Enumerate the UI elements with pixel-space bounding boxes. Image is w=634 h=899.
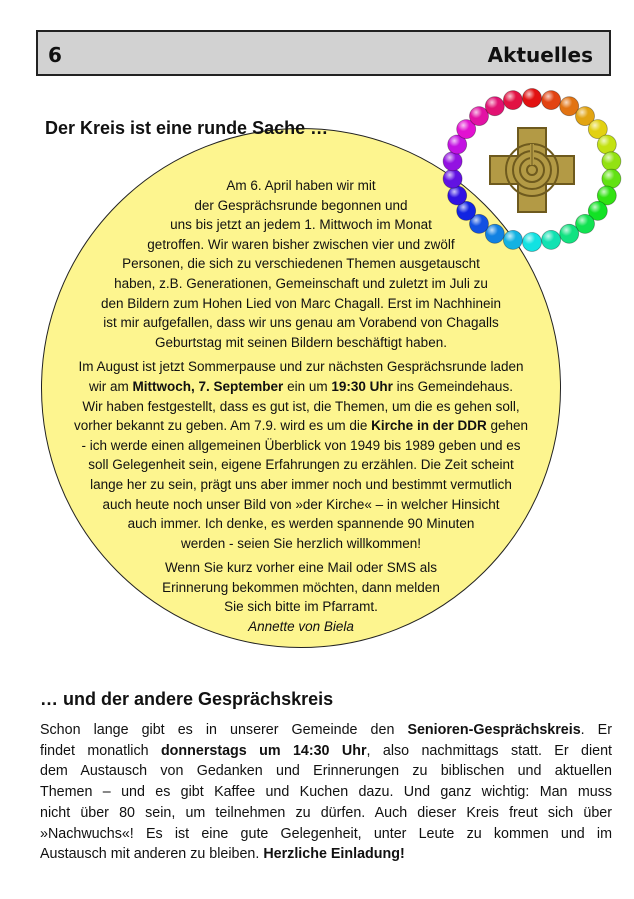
bead-shine <box>485 97 504 116</box>
time-highlight: 19:30 Uhr <box>331 378 393 394</box>
bead-shine <box>560 224 579 243</box>
article-circle-text <box>41 176 561 642</box>
paragraph-reminder: Wenn Sie kurz vorher eine Mail oder SMS als Erinnerung bekommen möchten, dann melden Sie sich bitte im Pfarramt. Annette von Biela <box>41 558 561 636</box>
section-title: Aktuelles <box>487 43 593 67</box>
bead-shine <box>597 135 616 154</box>
bead-shine <box>503 91 522 110</box>
bead-shine <box>523 89 542 108</box>
topic-highlight: Kirche in der DDR <box>371 418 487 434</box>
bead-shine <box>602 152 621 171</box>
header-bar <box>36 30 611 76</box>
schedule-highlight: donnerstags um 14:30 Uhr <box>160 742 367 759</box>
bead-shine <box>542 91 561 110</box>
article-heading-gespraechskreis: … und der andere Gesprächskreis <box>40 689 334 709</box>
article-body-senioren: Schon lange gibt es in unserer Gemeinde den Senioren-Gesprächskreis. Er findet monatlich donnerstags um 14:30 Uhr, also nachmittags statt. Er dient dem Austausch von Gedanken und Erinnerungen zu biblischen und aktuellen Themen – und es gibt Kaffee und Kuchen dazu. Und ganz wichtig: Man muss nicht über 80 sein, um teilnehmen zu dürfen. Auch dieser Kreis freut sich über »Nachwuchs«! Es ist eine gute Gelegenheit, unter Leute zu kommen und im Austausch mit anderen zu bleiben. Herzliche Einladung! <box>40 722 612 863</box>
bead-shine <box>602 169 621 188</box>
paragraph-august: Im August ist jetzt Sommerpause und zur nächsten Gesprächsrunde laden wir am Mittwoch, 7. September ein um 19:30 Uhr ins Gemeindehaus. Wir haben festgestellt, dass es gut ist, die Themen, um die es gehen soll, vorher bekannt zu geben. Am 7.9. wird es um die Kirche in der DDR gehen - ich werde einen allgemeinen Überblick von 1949 bis 1989 geben und es soll Gelegenheit sein, eigene Erfahrungen zu erzählen. Die Zeit scheint lange her zu sein, prägt uns aber immer noch und bestimmt vermutlich auch heute noch unser Bild von »der Kirche« – in welcher Hinsicht auch immer. Ich denke, es werden spannende 90 Minuten werden - seien Sie herzlich willkommen! <box>74 359 528 551</box>
paragraph-intro: Am 6. April haben wir mit der Gesprächsrunde begonnen und uns bis jetzt an jedem 1. Mittwoch im Monat getroffen. Wir waren bisher zwischen vier und zwölf Personen, die sich zu verschiedenen Themen ausgetauscht haben, z.B. Generationen, Gemeinschaft und zuletzt im Juli zu den Bildern zum Hohen Lied von Marc Chagall. Erst im Nachhinein ist mir aufgefallen, dass wir uns genau am Vorabend von Chagalls Geburtstag mit seinen Bildern beschäftigt haben. <box>101 178 501 350</box>
invitation-highlight: Herzliche Einladung! <box>263 846 405 863</box>
group-name-highlight: Senioren-Gesprächskreis <box>407 722 581 738</box>
author-signature: Annette von Biela <box>248 619 354 635</box>
page-number: 6 <box>48 43 62 67</box>
article-heading-kreis: Der Kreis ist eine runde Sache … <box>45 118 329 138</box>
date-highlight: Mittwoch, 7. September <box>132 378 284 394</box>
bead-shine <box>443 152 462 171</box>
